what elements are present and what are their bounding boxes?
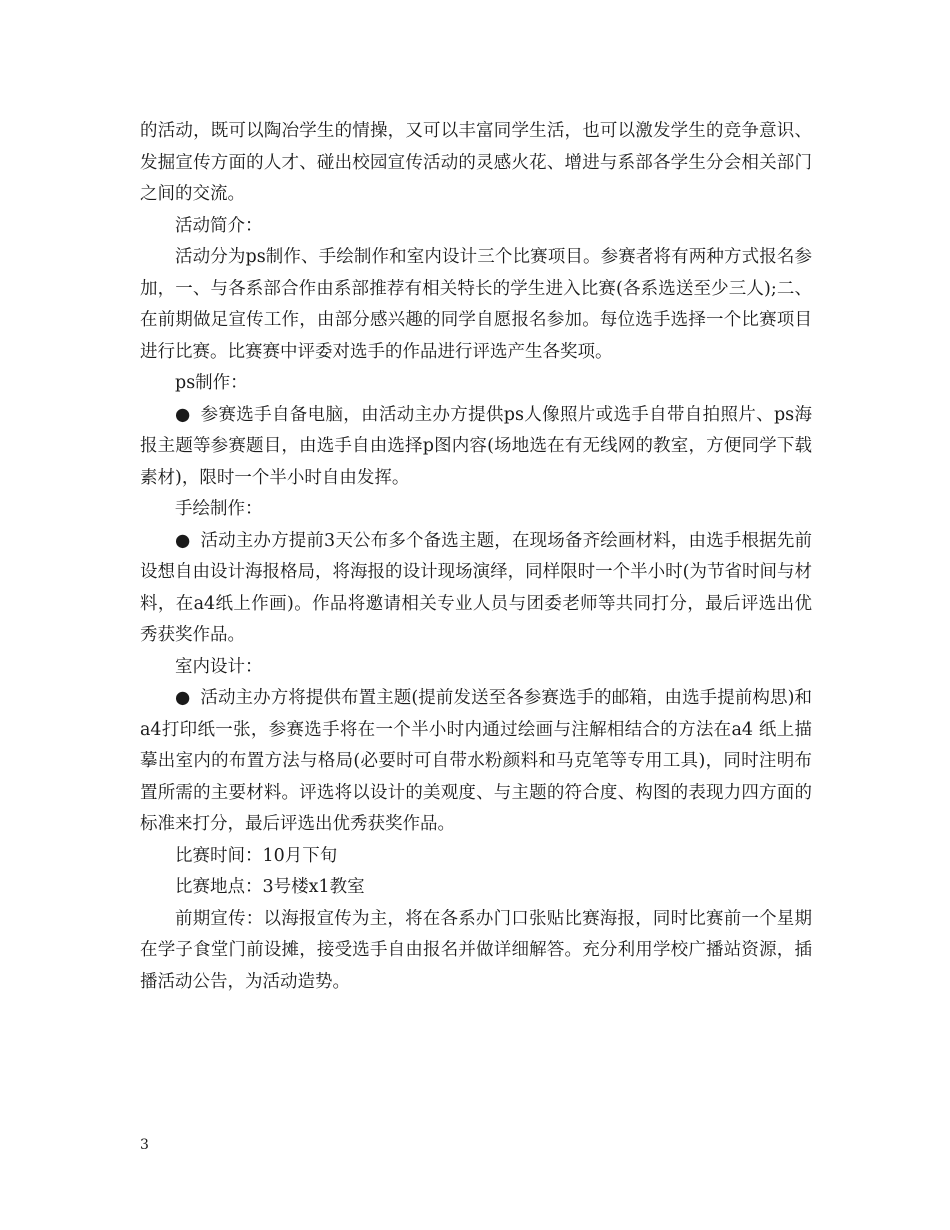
bullet-dot-icon: ● [175, 530, 191, 551]
bullet-ps-text: 参赛选手自备电脑，由活动主办方提供ps人像照片或选手自带自拍照片、ps海报主题等参赛题目，由选手自由选择p图内容(场地选在有无线网的教室，方便同学下载素材)，限时一个半小时自由发挥。 [140, 404, 812, 488]
paragraph-location: 比赛地点：3号楼x1教室 [175, 877, 365, 897]
bullet-handdrawn [140, 526, 812, 652]
bullet-dot-icon: ● [175, 404, 191, 425]
paragraph-promotion: 前期宣传：以海报宣传为主，将在各系办门口张贴比赛海报，同时比赛前一个星期在学子食堂门前设摊，接受选手自由报名并做详细解答。充分利用学校广播站资源，插播活动公告，为活动造势。 [140, 908, 812, 992]
bullet-ps [140, 400, 812, 495]
document-body [140, 116, 812, 998]
heading-ps: ps制作： [175, 373, 248, 393]
bullet-dot-icon: ● [175, 688, 191, 708]
bullet-interior [140, 683, 812, 841]
paragraph-activity-summary: 活动分为ps制作、手绘制作和室内设计三个比赛项目。参赛者将有两种方式报名参加，一、与各系部合作由系部推荐有相关特长的学生进入比赛(各系选送至少三人);二、在前期做足宣传工作，由部分感兴趣的同学自愿报名参加。每位选手选择一个比赛项目进行比赛。比赛赛中评委对选手的作品进行评选产生各奖项。 [140, 247, 812, 362]
heading-activity-summary: 活动简介： [175, 215, 263, 236]
bullet-handdrawn-text: 活动主办方提前3天公布多个备选主题，在现场备齐绘画材料，由选手根据先前设想自由设计海报格局，将海报的设计现场演绎，同样限时一个半小时(为节省时间与材料，在a4纸上作画)。作品将邀请相关专业人员与团委老师等共同打分，最后评选出优秀获奖作品。 [140, 530, 812, 645]
paragraph-activity-intro: 的活动，既可以陶冶学生的情操，又可以丰富同学生活，也可以激发学生的竞争意识、发掘宣传方面的人才、碰出校园宣传活动的灵感火花、增进与系部各学生分会相关部门之间的交流。 [140, 121, 812, 204]
heading-interior: 室内设计： [175, 656, 263, 677]
page-number: 3 [140, 1137, 149, 1153]
heading-handdrawn: 手绘制作： [175, 499, 263, 519]
bullet-interior-text: 活动主办方将提供布置主题(提前发送至各参赛选手的邮箱，由选手提前构思)和a4打印纸一张，参赛选手将在一个半小时内通过绘画与注解相结合的方法在a4 纸上描摹出室内的布置方法与格局(必要时可自带水粉颜料和马克笔等专用工具)，同时注明布置所需的主要材料。评选将以设计的美观度、与主题的符合度、构图的表现力四方面的标准来打分，最后评选出优秀获奖作品。 [140, 688, 812, 834]
paragraph-time: 比赛时间：10月下旬 [175, 845, 338, 866]
